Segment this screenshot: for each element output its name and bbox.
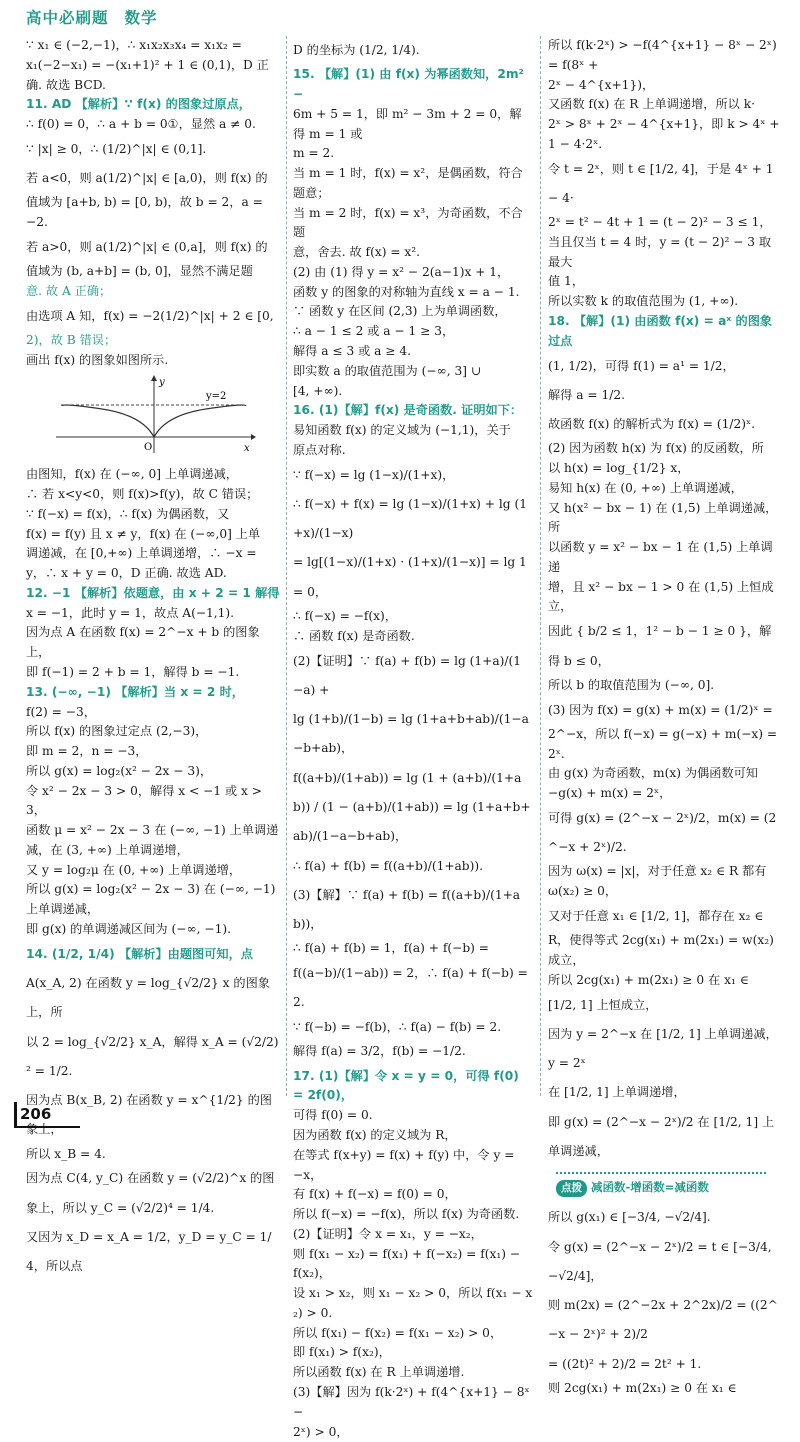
text-line: lg (1+b)/(1−b) = lg (1+a+b+ab)/(1−a−b+ab)， bbox=[293, 705, 533, 764]
text-line: (2) 因为函数 h(x) 为 f(x) 的反函数，所 bbox=[548, 439, 780, 459]
text-line: 即 f(x₁) > f(x₂)， bbox=[293, 1343, 533, 1363]
book-header bbox=[26, 6, 286, 32]
text-line: 又对于任意 x₁ ∈ [1/2, 1]，都存在 x₂ ∈ bbox=[548, 902, 780, 931]
text-line: 由选项 A 知，f(x) = −2(1/2)^|x| + 2 ∈ [0, bbox=[26, 302, 280, 331]
problem-18-heading: 18. 【解】(1) 由函数 f(x) = aˣ 的图象过点 bbox=[548, 312, 780, 352]
tip-badge: 点拨 bbox=[556, 1180, 587, 1197]
text-line: 所以 f(x) 的图象过定点 (2,−3)， bbox=[26, 722, 280, 742]
text-line: ∵ f(−x) = lg (1−x)/(1+x)， bbox=[293, 461, 533, 490]
x-axis-label: x bbox=[244, 443, 250, 454]
text-line: ∴ f(−x) + f(x) = lg (1−x)/(1+x) + lg (1+x)/(1−x) bbox=[293, 490, 533, 549]
text-line: 减，在 (3, +∞) 上单调递增， bbox=[26, 841, 280, 861]
text-line: 象上，所以 y_C = (√2/2)⁴ = 1/4. bbox=[26, 1194, 280, 1223]
text-line: f((a−b)/(1−ab)) = 2，∴ f(a) + f(−b) = 2. bbox=[293, 959, 533, 1018]
text-line: 因为 y = 2^−x 在 [1/2, 1] 上单调递减，y = 2ˣ bbox=[548, 1020, 780, 1079]
column-left bbox=[26, 36, 280, 1101]
text-line: f((a+b)/(1+ab)) = lg (1 + (a+b)/(1+ab)) / (1 − (a+b)/(1+ab)) = lg (1+a+b+ab)/(1−a−b+ab)， bbox=[293, 764, 533, 852]
text-line: x = −1，此时 y = 1，故点 A(−1,1). bbox=[26, 604, 280, 624]
text-line: 设 x₁ > x₂，则 x₁ − x₂ > 0，所以 f(x₁ − x₂) > 0. bbox=[293, 1284, 533, 1324]
curve-right bbox=[154, 405, 246, 437]
text-line: R，使得等式 2cg(x₁) + m(2x₁) = w(x₂) bbox=[548, 931, 780, 951]
problem-12-heading: 12. −1 【解析】依题意，由 x + 2 = 1 解得 bbox=[26, 584, 280, 604]
text-line: 所以 2cg(x₁) + m(2x₁) ≥ 0 在 x₁ ∈ bbox=[548, 971, 780, 991]
problem-16-heading: 16. (1)【解】f(x) 是奇函数. 证明如下： bbox=[293, 401, 533, 421]
text-line: 又 h(x² − bx − 1) 在 (1,5) 上单调递减，所 bbox=[548, 499, 780, 539]
text-line: [4, +∞). bbox=[293, 382, 533, 402]
text-line: 所以 f(k·2ˣ) > −f(4^{x+1} − 8ˣ − 2ˣ) = f(8ˣ + bbox=[548, 36, 780, 76]
text-line: 确. 故选 BCD. bbox=[26, 76, 280, 96]
text-line: 2^−x，所以 f(−x) = g(−x) + m(−x) = 2ˣ. bbox=[548, 725, 780, 765]
text-line: 有 f(x) + f(−x) = f(0) = 0， bbox=[293, 1185, 533, 1205]
text-line: 又 y = log₂μ 在 (0, +∞) 上单调递增， bbox=[26, 861, 280, 881]
text-line: 易知 h(x) 在 (0, +∞) 上单调递减， bbox=[548, 479, 780, 499]
text-line: ∵ |x| ≥ 0，∴ (1/2)^|x| ∈ (0,1]. bbox=[26, 135, 280, 164]
text-line: 易知函数 f(x) 的定义域为 (−1,1)，关于 bbox=[293, 421, 533, 441]
problem-14-heading: 14. (1/2, 1/4) 【解析】由题图可知，点 bbox=[26, 940, 280, 969]
text-line: 2ˣ = t² − 4t + 1 = (t − 2)² − 3 ≤ 1， bbox=[548, 213, 780, 233]
text-line: 函数 y 的图象的对称轴为直线 x = a − 1. bbox=[293, 283, 533, 303]
text-line: 所以 g(x) = log₂(x² − 2x − 3) 在 (−∞, −1) bbox=[26, 880, 280, 900]
text-line: 题意； bbox=[293, 184, 533, 204]
text-line: 即 g(x) = (2^−x − 2ˣ)/2 在 [1/2, 1] 上单调递减， bbox=[548, 1108, 780, 1167]
text-line: x₁(−2−x₁) = −(x₁+1)² + 1 ∈ (0,1)，D 正 bbox=[26, 56, 280, 76]
text-line: 值 1， bbox=[548, 272, 780, 292]
text-line: 解得 a ≤ 3 或 a ≥ 4. bbox=[293, 342, 533, 362]
problem-17-heading: 17. (1)【解】令 x = y = 0，可得 f(0) = 2f(0)， bbox=[293, 1067, 533, 1107]
column-right bbox=[548, 36, 780, 1101]
text-line: (2)【证明】∵ f(a) + f(b) = lg (1+a)/(1−a) + bbox=[293, 647, 533, 706]
text-line: ∵ f(−x) = f(x)，∴ f(x) 为偶函数，又 bbox=[26, 505, 280, 525]
text-line: (3) 因为 f(x) = g(x) + m(x) = (1/2)ˣ = bbox=[548, 696, 780, 725]
text-line: 可得 f(0) = 0. bbox=[293, 1106, 533, 1126]
tip-box bbox=[556, 1172, 766, 1197]
text-line: ∴ f(−x) = −f(x)， bbox=[293, 607, 533, 627]
text-line: 以 2 = log_{√2/2} x_A，解得 x_A = (√2/2)² = 1/2. bbox=[26, 1028, 280, 1087]
text-line: 由图知，f(x) 在 (−∞, 0] 上单调递减， bbox=[26, 465, 280, 485]
text-line: ω(x₂) ≥ 0， bbox=[548, 882, 780, 902]
column-divider bbox=[286, 36, 287, 1096]
text-line: 则 m(2x) = (2^−2x + 2^2x)/2 = ((2^−x − 2ˣ)² + 2)/2 bbox=[548, 1291, 780, 1350]
text-line: 因此 { b/2 ≤ 1，1² − b − 1 ≥ 0 }，解得 b ≤ 0， bbox=[548, 617, 780, 676]
text-line: 所以 g(x₁) ∈ [−3/4, −√2/4]. bbox=[548, 1203, 780, 1232]
y-axis-label: y bbox=[158, 377, 165, 388]
text-line: f(x₂)， bbox=[293, 1264, 533, 1284]
text-line: 2ˣ) > 0， bbox=[293, 1423, 533, 1442]
text-line: ∴ 函数 f(x) 是奇函数. bbox=[293, 627, 533, 647]
asymptote-label: y=2 bbox=[205, 391, 226, 402]
origin-label: O bbox=[144, 442, 152, 453]
text-line: 在 [1/2, 1] 上单调递增， bbox=[548, 1078, 780, 1107]
text-line: y，∴ x + y = 0，D 正确. 故选 AD. bbox=[26, 564, 280, 584]
text-line: (2) 由 (1) 得 y = x² − 2(a−1)x + 1， bbox=[293, 263, 533, 283]
text-line: 上单调递减， bbox=[26, 900, 280, 920]
text-line: 当且仅当 t = 4 时，y = (t − 2)² − 3 取最大 bbox=[548, 233, 780, 273]
text-line: 故函数 f(x) 的解析式为 f(x) = (1/2)ˣ. bbox=[548, 410, 780, 439]
text-line: (1, 1/2)，可得 f(1) = a¹ = 1/2， bbox=[548, 352, 780, 381]
text-line: 可得 g(x) = (2^−x − 2ˣ)/2，m(x) = (2^−x + 2ˣ)/2. bbox=[548, 804, 780, 863]
text-line: (3)【解】因为 f(k·2ˣ) + f(4^{x+1} − 8ˣ − bbox=[293, 1383, 533, 1423]
text-line: 因为 ω(x) = |x|，对于任意 x₂ ∈ R 都有 bbox=[548, 862, 780, 882]
text-line: f(x) = f(y) 且 x ≠ y，f(x) 在 (−∞,0] 上单 bbox=[26, 525, 280, 545]
text-line: ∴ f(a) + f(b) = 1，f(a) + f(−b) = bbox=[293, 939, 533, 959]
text-line: 所以函数 f(x) 在 R 上单调递增. bbox=[293, 1363, 533, 1383]
text-line: (2)【证明】令 x = x₁，y = −x₂， bbox=[293, 1225, 533, 1245]
text-line: 调递减，在 [0,+∞) 上单调递增，∴ −x = bbox=[26, 544, 280, 564]
text-line: 则 2cg(x₁) + m(2x₁) ≥ 0 在 x₁ ∈ bbox=[548, 1379, 780, 1399]
text-line: ∴ f(a) + f(b) = f((a+b)/(1+ab)). bbox=[293, 852, 533, 881]
text-line: 成立， bbox=[548, 951, 780, 971]
problem-13-heading: 13. (−∞, −1) 【解析】当 x = 2 时， bbox=[26, 683, 280, 703]
text-line: 又函数 f(x) 在 R 上单调递增，所以 k· bbox=[548, 95, 780, 115]
text-line: 意，舍去. 故 f(x) = x². bbox=[293, 243, 533, 263]
text-line: 所以实数 k 的取值范围为 (1, +∞). bbox=[548, 292, 780, 312]
function-graph bbox=[56, 375, 256, 455]
text-line: 令 g(x) = (2^−x − 2ˣ)/2 = t ∈ [−3/4, −√2/4]， bbox=[548, 1233, 780, 1292]
problem-11-heading: 11. AD 【解析】∵ f(x) 的图象过原点， bbox=[26, 95, 280, 115]
text-line: = ((2t)² + 2)/2 = 2t² + 1. bbox=[548, 1350, 780, 1379]
text-line: 以 h(x) = log_{1/2} x， bbox=[548, 459, 780, 479]
text-line: 所以 b 的取值范围为 (−∞, 0]. bbox=[548, 676, 780, 696]
text-line: (3)【解】∵ f(a) + f(b) = f((a+b)/(1+ab))， bbox=[293, 881, 533, 940]
text-line: 以函数 y = x² − bx − 1 在 (1,5) 上单调递 bbox=[548, 538, 780, 578]
text-line: 解得 a = 1/2. bbox=[548, 381, 780, 410]
text-line: −g(x) + m(x) = 2ˣ， bbox=[548, 784, 780, 804]
text-line: D 的坐标为 (1/2, 1/4). bbox=[293, 36, 533, 65]
text-line: = lg[(1−x)/(1+x) · (1+x)/(1−x)] = lg 1 = 0， bbox=[293, 548, 533, 607]
text-line: 即 m = 2，n = −3， bbox=[26, 742, 280, 762]
text-line: 画出 f(x) 的图象如图所示. bbox=[26, 351, 280, 371]
text-line: 当 m = 2 时，f(x) = x³，为奇函数，不合题 bbox=[293, 204, 533, 244]
text-line: ∵ 函数 y 在区间 (2,3) 上为单调函数， bbox=[293, 302, 533, 322]
text-line: 即实数 a 的取值范围为 (−∞, 3] ∪ bbox=[293, 362, 533, 382]
column-divider bbox=[540, 36, 541, 1096]
text-line: f(2) = −3， bbox=[26, 703, 280, 723]
text-line: 因为函数 f(x) 的定义域为 R， bbox=[293, 1126, 533, 1146]
text-line: 原点对称. bbox=[293, 441, 533, 461]
text-line: 即 g(x) 的单调递减区间为 (−∞, −1). bbox=[26, 920, 280, 940]
text-line: 所以 f(x₁) − f(x₂) = f(x₁ − x₂) > 0， bbox=[293, 1324, 533, 1344]
page-number: 206 bbox=[14, 1102, 80, 1128]
tip-text: 减函数-增函数=减函数 bbox=[591, 1180, 709, 1194]
text-line: 则 f(x₁ − x₂) = f(x₁) + f(−x₂) = f(x₁) − bbox=[293, 1245, 533, 1265]
text-line: 在等式 f(x+y) = f(x) + f(y) 中，令 y = −x， bbox=[293, 1146, 533, 1186]
text-line: 因为点 A 在函数 f(x) = 2^−x + b 的图象上， bbox=[26, 623, 280, 663]
subject-label: 数学 bbox=[125, 9, 158, 27]
text-line: 意. 故 A 正确； bbox=[26, 282, 280, 302]
text-line: 由 g(x) 为奇函数，m(x) 为偶函数可知 bbox=[548, 764, 780, 784]
text-line: ∵ f(−b) = −f(b)，∴ f(a) − f(b) = 2. bbox=[293, 1018, 533, 1038]
text-line: m = 2. bbox=[293, 144, 533, 164]
x-axis-arrow bbox=[251, 434, 256, 440]
curve-left bbox=[62, 405, 154, 437]
text-line: 函数 μ = x² − 2x − 3 在 (−∞, −1) 上单调递 bbox=[26, 821, 280, 841]
text-line: ∴ a − 1 ≤ 2 或 a − 1 ≥ 3， bbox=[293, 322, 533, 342]
text-line: 增，且 x² − bx − 1 > 0 在 (1,5) 上恒成立， bbox=[548, 578, 780, 618]
text-line: A(x_A, 2) 在函数 y = log_{√2/2} x 的图象上，所 bbox=[26, 969, 280, 1028]
text-line: 所以 x_B = 4. bbox=[26, 1145, 280, 1165]
text-line: 当 m = 1 时，f(x) = x²，是偶函数，符合 bbox=[293, 164, 533, 184]
problem-15-heading: 15. 【解】(1) 由 f(x) 为幂函数知，2m² − bbox=[293, 65, 533, 105]
column-middle bbox=[293, 36, 533, 1101]
text-line: 6m + 5 = 1，即 m² − 3m + 2 = 0，解得 m = 1 或 bbox=[293, 105, 533, 145]
text-line: 令 t = 2ˣ，则 t ∈ [1/2, 4]，于是 4ˣ + 1 − 4· bbox=[548, 155, 780, 214]
text-line: 所以 f(−x) = −f(x)，所以 f(x) 为奇函数. bbox=[293, 1205, 533, 1225]
text-line: 2ˣ − 4^{x+1})， bbox=[548, 76, 780, 96]
text-line: 因为点 B(x_B, 2) 在函数 y = x^{1/2} 的图象上， bbox=[26, 1086, 280, 1145]
y-axis-arrow bbox=[151, 375, 157, 381]
text-line: 解得 f(a) = 3/2，f(b) = −1/2. bbox=[293, 1037, 533, 1066]
text-line: 所以 g(x) = log₂(x² − 2x − 3)， bbox=[26, 762, 280, 782]
text-line: 值域为 (b, a+b] = (b, 0]，显然不满足题 bbox=[26, 262, 280, 282]
text-line: [1/2, 1] 上恒成立， bbox=[548, 991, 780, 1020]
text-line: 若 a>0，则 a(1/2)^|x| ∈ (0,a]，则 f(x) 的 bbox=[26, 233, 280, 262]
text-line: ∵ x₁ ∈ (−2,−1)，∴ x₁x₂x₃x₄ = x₁x₂ = bbox=[26, 36, 280, 56]
text-line: 值域为 [a+b, b) = [0, b)，故 b = 2，a = −2. bbox=[26, 193, 280, 233]
text-line: 2)，故 B 错误； bbox=[26, 331, 280, 351]
text-line: ∴ f(0) = 0，∴ a + b = 0①，显然 a ≠ 0. bbox=[26, 115, 280, 135]
text-line: ∴ 若 x<y<0，则 f(x)>f(y)，故 C 错误； bbox=[26, 485, 280, 505]
text-line: 若 a<0，则 a(1/2)^|x| ∈ [a,0)，则 f(x) 的 bbox=[26, 164, 280, 193]
text-line: 令 x² − 2x − 3 > 0，解得 x < −1 或 x > 3， bbox=[26, 782, 280, 822]
text-line: 因为点 C(4, y_C) 在函数 y = (√2/2)^x 的图 bbox=[26, 1164, 280, 1193]
book-title: 高中必刷题 bbox=[26, 9, 109, 27]
text-line: 2ˣ > 8ˣ + 2ˣ − 4^{x+1}，即 k > 4ˣ + 1 − 4·2ˣ. bbox=[548, 115, 780, 155]
text-line: 即 f(−1) = 2 + b = 1，解得 b = −1. bbox=[26, 663, 280, 683]
text-line: 又因为 x_D = x_A = 1/2，y_D = y_C = 1/4，所以点 bbox=[26, 1223, 280, 1282]
